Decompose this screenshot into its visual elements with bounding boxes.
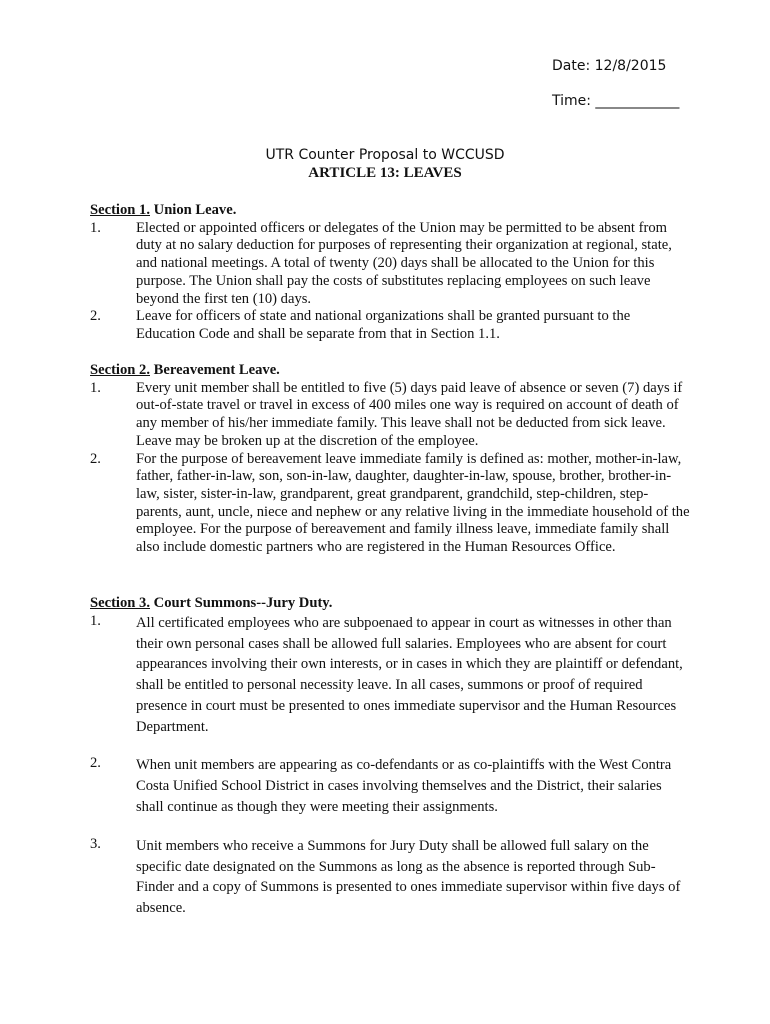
time-label: Time: ____________ — [552, 93, 680, 109]
list-item — [90, 836, 690, 919]
article-title: ARTICLE 13: LEAVES — [308, 165, 462, 181]
section-heading — [90, 202, 690, 220]
section-heading — [90, 362, 690, 380]
item-text: Every unit member shall be entitled to five (5) days paid leave of absence or seven (7) days if out-of-state travel or travel in excess of 400 miles one way is required on account of death of any member of his/her immediate family. This leave shall not be deducted from sick leave. Leave may be broken up at the discretion of the employee. — [136, 379, 683, 449]
item-number: 2. — [90, 450, 101, 467]
section-court-summons — [90, 595, 690, 919]
section-label: Section 2. — [90, 362, 150, 378]
list-item — [90, 220, 690, 309]
date-label: Date: 12/8/2015 — [552, 58, 667, 74]
section-label: Section 1. — [90, 202, 150, 218]
item-text: When unit members are appearing as co-defendants or as co-plaintiffs with the West Contra Costa Unified School District in cases involving themselves and the District, their salaries shall continue as though they were meeting their assignments. — [136, 757, 672, 816]
section-label: Section 3. — [90, 595, 150, 611]
section-title: Court Summons--Jury Duty. — [153, 595, 333, 611]
item-number: 1. — [90, 612, 101, 629]
item-number: 3. — [90, 835, 101, 852]
section-union-leave — [90, 202, 690, 344]
section-title: Bereavement Leave. — [153, 362, 280, 378]
item-number: 2. — [90, 308, 101, 325]
item-text: For the purpose of bereavement leave immediate family is defined as: mother, mother-in-law, father, father-in-law, son, son-in-law, daughter, daughter-in-law, spouse, brother, brother-in-law, sister, sister-in-law, grandparent, great grandparent, grandchild, step-children, step-parents, aunt, uncle, niece and nephew or any relative living in the immediate household of the employee. For the purpose of bereavement and family illness leave, immediate family shall also include domestic partners who are registered in the Human Resources Office. — [136, 450, 690, 556]
list-item — [90, 380, 690, 451]
section-bereavement-leave — [90, 362, 690, 557]
item-text: Leave for officers of state and national organizations shall be granted pursuant to the Education Code and shall be separate from that in Section 1.1. — [136, 308, 631, 342]
list-item — [90, 755, 690, 817]
item-text: Unit members who receive a Summons for Jury Duty shall be allowed full salary on the specific date designated on the Summons as long as the absence is reported through Sub-Finder and a copy of Summons is presented to ones immediate supervisor within five days of absence. — [136, 837, 681, 917]
proposal-title: UTR Counter Proposal to WCCUSD — [265, 147, 505, 163]
section-heading — [90, 595, 690, 613]
item-text: Elected or appointed officers or delegates of the Union may be permitted to be absent from duty at no salary deduction for purposes of representing their organization at regional, state, and national meetings. A total of twenty (20) days shall be allocated to the Union for this purpose. The Union shall pay the costs of substitutes replacing employees on such leave beyond the first ten (10) days. — [136, 219, 672, 307]
list-item — [90, 613, 690, 738]
list-item — [90, 308, 690, 343]
item-number: 1. — [90, 379, 101, 396]
item-number: 1. — [90, 219, 101, 236]
item-text: All certificated employees who are subpoenaed to appear in court as witnesses in other than their own personal cases shall be allowed full salaries. Employees who are absent for court appearances involving their own interests, or in cases in which they are plaintiff or defendant, shall be entitled to personal necessity leave. In all cases, summons or proof of required presence in court must be presented to ones immediate supervisor and the Human Resources Department. — [136, 614, 683, 735]
section-title: Union Leave. — [153, 202, 237, 218]
list-item — [90, 451, 690, 557]
item-number: 2. — [90, 755, 101, 772]
